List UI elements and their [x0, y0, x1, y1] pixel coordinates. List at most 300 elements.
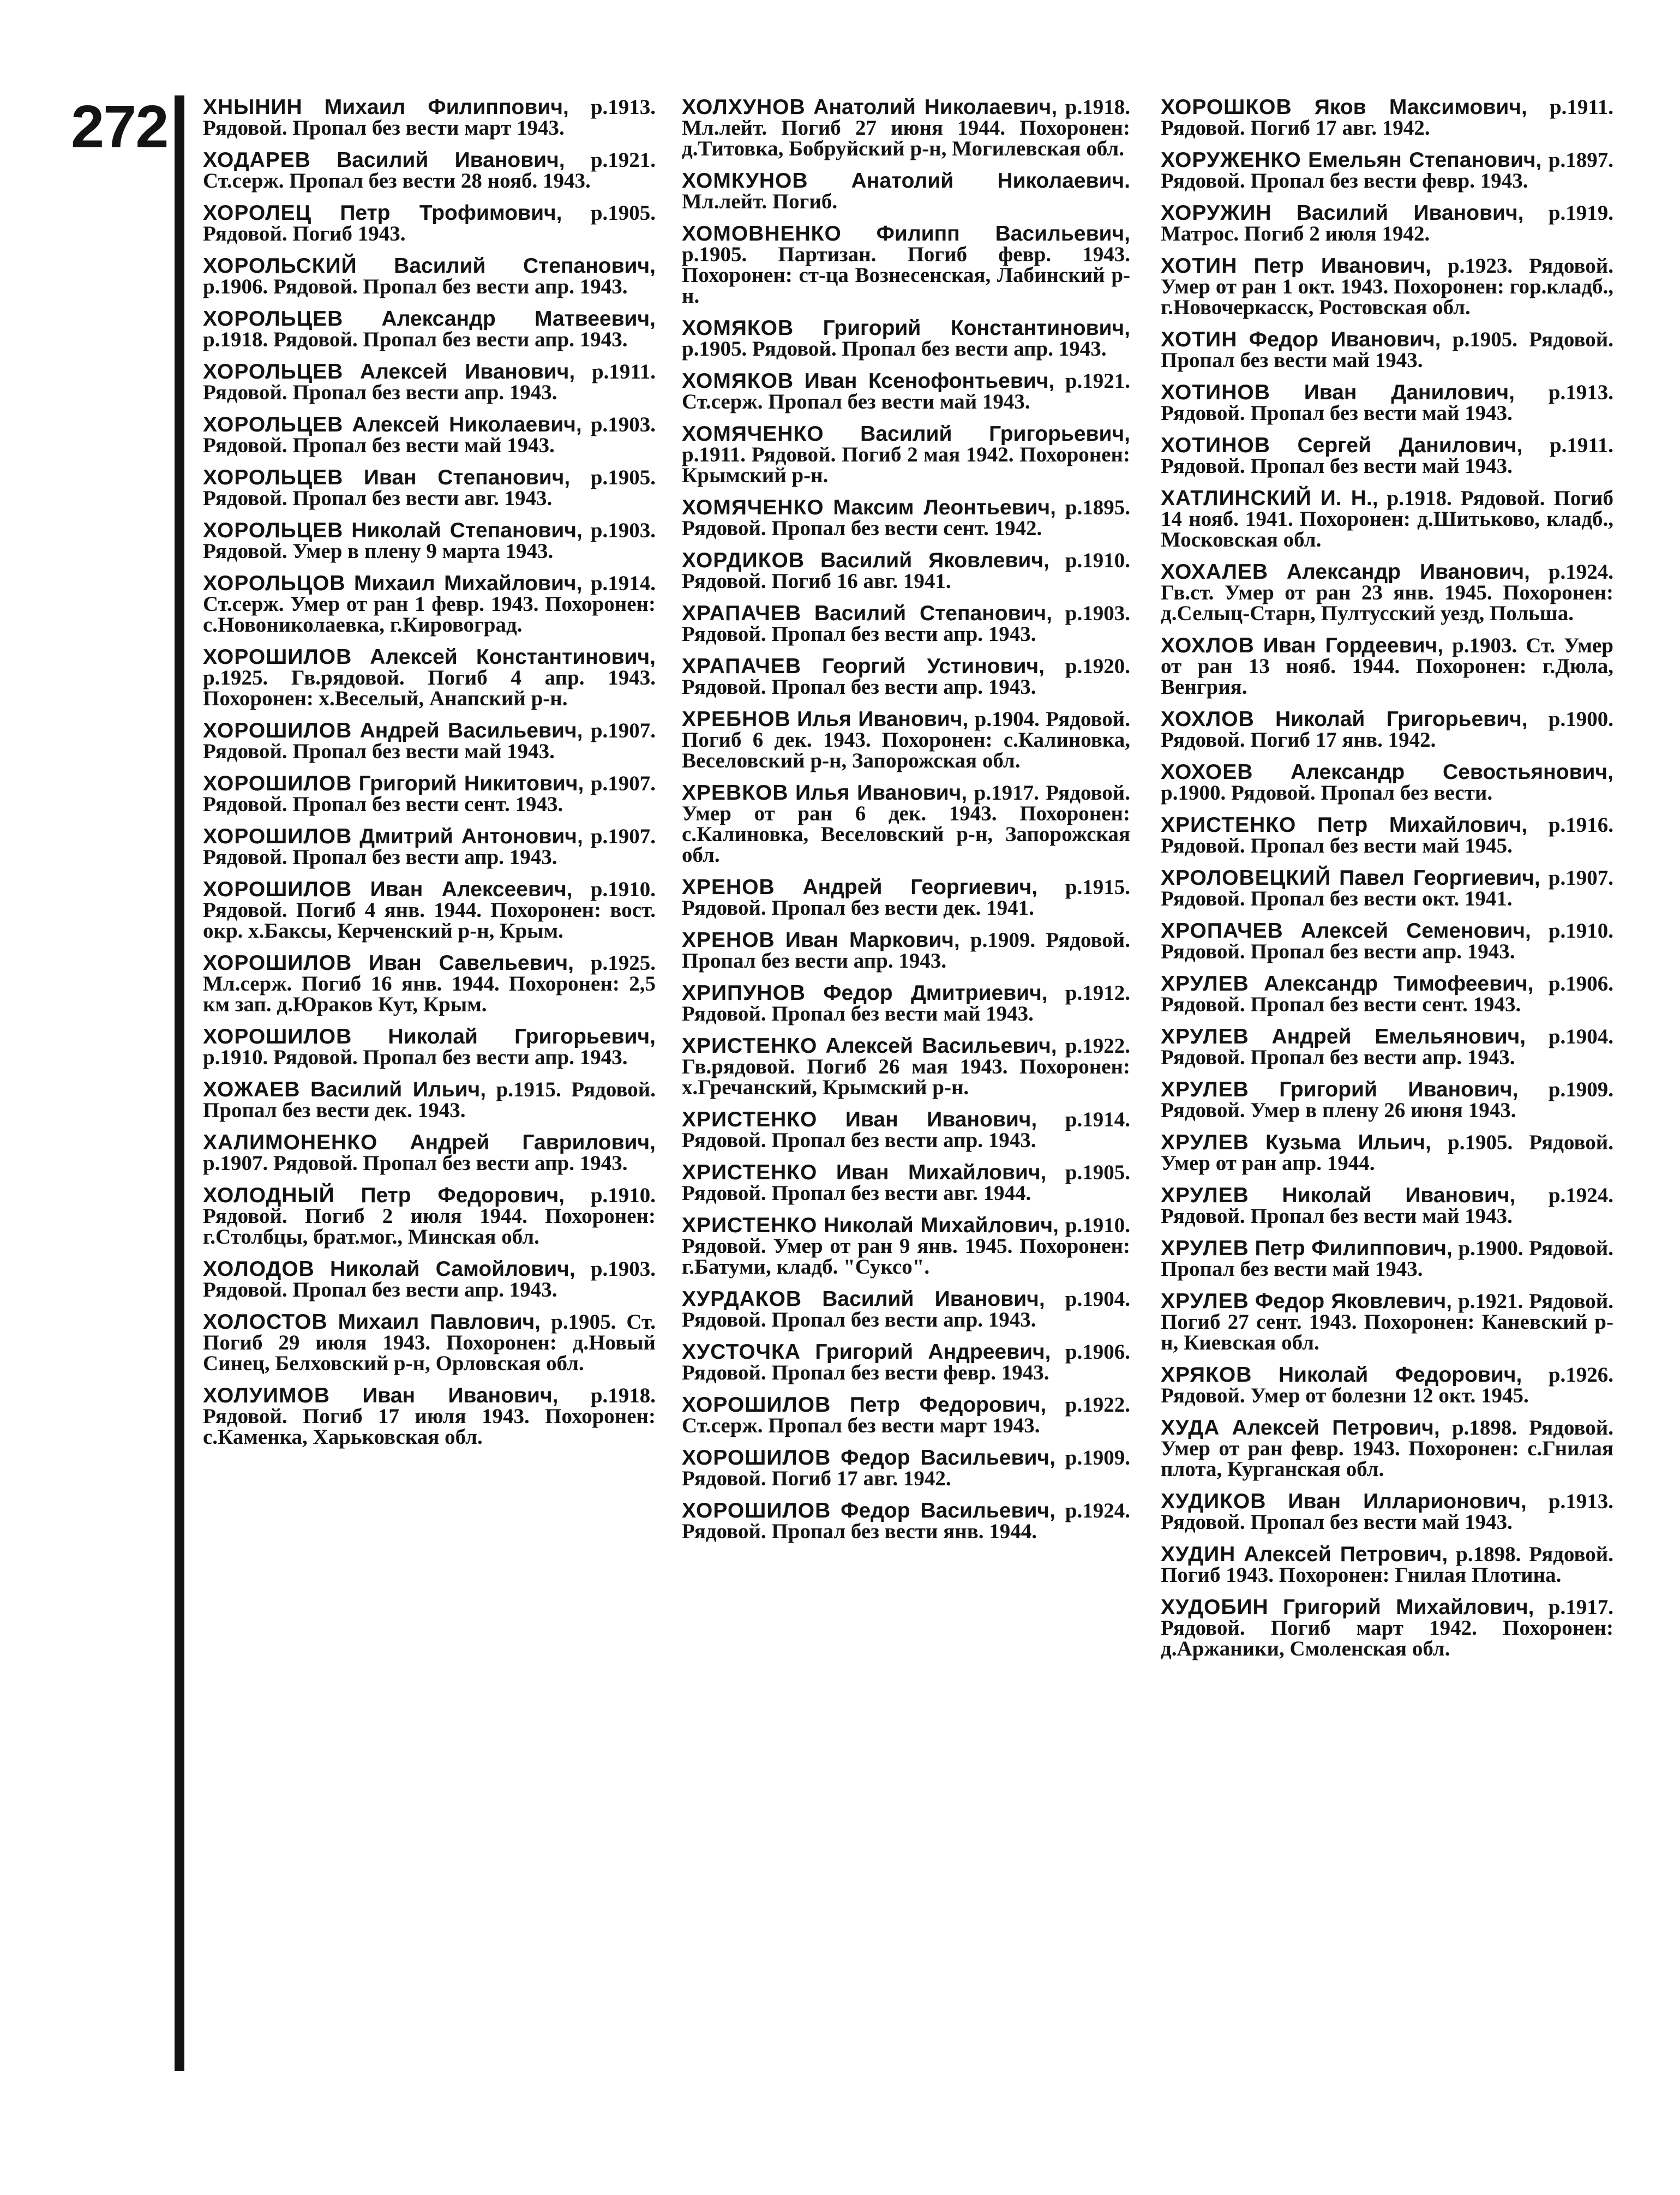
memorial-entry: [1161, 203, 1613, 244]
entry-details: р.1913. Рядовой. Пропал без вести март 1943.: [203, 95, 656, 140]
entry-given-names: Филипп Васильевич,: [876, 222, 1130, 245]
entry-surname: ХРЕВКОВ: [682, 781, 789, 805]
entry-surname: ХОЖАЕВ: [203, 1078, 301, 1101]
entry-surname: ХУРДАКОВ: [682, 1287, 802, 1311]
entry-surname: ХОРОШИЛОВ: [682, 1499, 831, 1522]
entry-details: р.1925. Мл.серж. Погиб 16 янв. 1944. Похоронен: 2,5 км зап. д.Юраков Кут, Крым.: [203, 951, 656, 1016]
entry-surname: ХОРУЖИН: [1161, 201, 1272, 225]
memorial-entry: [682, 603, 1130, 645]
entry-surname: ХОРОШИЛОВ: [203, 719, 352, 742]
entry-details: р.1910. Рядовой. Погиб 4 янв. 1944. Похоронен: вост. окр. х.Баксы, Керченский р-н, Крым.: [203, 878, 656, 943]
entry-given-names: Дмитрий Антонович,: [359, 825, 583, 848]
entry-surname: ХОМЯЧЕНКО: [682, 496, 824, 519]
entry-surname: ХОРОЛЬЦОВ: [203, 572, 346, 595]
entry-details: р.1905. Рядовой. Пропал без вести авг. 1944.: [682, 1161, 1131, 1205]
entry-surname: ХОРОЛЬЦЕВ: [203, 519, 344, 542]
entry-details: р.1912. Рядовой. Пропал без вести май 1943.: [682, 981, 1131, 1025]
memorial-entry: [203, 721, 656, 762]
entry-surname: ХОРОШИЛОВ: [682, 1393, 831, 1417]
entry-details: р.1903. Рядовой. Пропал без вести апр. 1943.: [682, 602, 1130, 646]
entry-details: р.1905. Рядовой. Пропал без вести май 1943.: [1161, 328, 1613, 372]
entry-details: р.1916. Рядовой. Пропал без вести май 1945.: [1161, 813, 1614, 857]
entry-given-names: Иван Иванович,: [845, 1108, 1037, 1131]
entry-surname: ХУДИКОВ: [1161, 1490, 1267, 1513]
entry-details: р.1905. Партизан. Погиб февр. 1943. Похоронен: ст-ца Вознесенская, Лабинский р-н.: [682, 243, 1130, 308]
entry-details: р.1906. Рядовой. Пропал без вести сент. 1943.: [1161, 972, 1614, 1016]
entry-given-names: Григорий Михайлович,: [1282, 1596, 1534, 1619]
entry-given-names: Петр Трофимович,: [340, 201, 562, 225]
memorial-entry: [1161, 635, 1613, 698]
entry-surname: ХОДАРЕВ: [203, 148, 311, 172]
entry-given-names: Иван Маркович,: [785, 928, 960, 952]
memorial-entry: [203, 362, 656, 403]
entry-given-names: Василий Яковлевич,: [820, 549, 1049, 572]
entry-given-names: Александр Севостьянович,: [1291, 760, 1613, 784]
entry-surname: ХНЫНИН: [203, 95, 303, 119]
entry-given-names: Иван Ксенофонтьевич,: [804, 369, 1055, 393]
memorial-entry: [203, 520, 656, 562]
memorial-entry: [682, 1342, 1130, 1383]
entry-given-names: Григорий Андреевич,: [815, 1340, 1051, 1364]
entry-given-names: Алексей Петрович,: [1244, 1543, 1448, 1566]
entry-surname: ХОРДИКОВ: [682, 549, 805, 572]
entry-given-names: Петр Филиппович,: [1255, 1237, 1453, 1260]
entry-given-names: Николай Григорьевич,: [388, 1025, 656, 1048]
entry-surname: ХРИСТЕНКО: [682, 1034, 818, 1058]
entry-given-names: Николай Федорович,: [1278, 1363, 1522, 1387]
entry-surname: ХОРОЛЬЦЕВ: [203, 466, 344, 489]
entry-details: р.1921. Рядовой. Погиб 27 сент. 1943. Похоронен: Каневский р-н, Киевская обл.: [1161, 1290, 1613, 1354]
entry-surname: ХОРОШИЛОВ: [203, 1025, 352, 1048]
memorial-entry: [1161, 1079, 1613, 1121]
entry-details: р.1903. Рядовой. Пропал без вести май 1943.: [203, 413, 656, 457]
entry-details: р.1914. Рядовой. Пропал без вести апр. 1943.: [682, 1108, 1130, 1152]
entry-given-names: Иван Михайлович,: [836, 1161, 1047, 1184]
entry-given-names: Федор Васильевич,: [841, 1446, 1055, 1470]
entry-given-names: Александр Тимофеевич,: [1264, 972, 1534, 995]
entry-given-names: Федор Дмитриевич,: [823, 981, 1048, 1005]
memorial-entry: [1161, 329, 1613, 371]
entry-given-names: Алексей Иванович,: [359, 360, 575, 383]
entry-given-names: Андрей Васильевич,: [359, 719, 583, 742]
entry-details: р.1907. Рядовой. Пропал без вести апр. 1943.: [203, 825, 656, 869]
memorial-entry: [682, 371, 1130, 412]
entry-surname: ХУДОБИН: [1161, 1596, 1269, 1619]
memorial-entry: [1161, 1365, 1613, 1406]
entry-surname: ХОМЯКОВ: [682, 369, 794, 393]
memorial-entry: [203, 1185, 656, 1248]
entry-details: р.1904. Рядовой. Пропал без вести апр. 1943.: [1161, 1025, 1614, 1069]
memorial-entry: [203, 1259, 656, 1300]
entry-details: р.1905. Рядовой. Пропал без вести апр. 1943.: [682, 337, 1107, 361]
entry-surname: ХОМКУНОВ: [682, 169, 808, 193]
entry-details: р.1924. Рядовой. Пропал без вести янв. 1944.: [682, 1499, 1130, 1543]
page-margin-rule: [175, 95, 184, 2071]
memorial-entry: [1161, 921, 1613, 962]
entry-details: р.1925. Гв.рядовой. Погиб 4 апр. 1943. Похоронен: х.Веселый, Анапский р-н.: [203, 666, 656, 710]
memorial-entry: [203, 647, 656, 709]
memorial-entry: [1161, 868, 1613, 909]
entry-surname: ХРУЛЕВ: [1161, 972, 1249, 995]
entry-surname: ХОМЯЧЕНКО: [682, 422, 824, 446]
entry-surname: ХОЛОДОВ: [203, 1257, 315, 1281]
entry-surname: ХОРОШИЛОВ: [203, 772, 352, 795]
memorial-entry: [682, 1395, 1130, 1436]
entry-surname: ХОРОШКОВ: [1161, 95, 1292, 119]
entry-details: р.1909. Рядовой. Пропал без вести апр. 1943.: [682, 928, 1131, 973]
memorial-entry: [682, 424, 1130, 486]
entry-details: р.1909. Рядовой. Умер в плену 26 июня 1943.: [1161, 1078, 1613, 1122]
entry-details: р.1911. Рядовой. Пропал без вести апр. 1943.: [203, 360, 656, 404]
memorial-entry: [203, 467, 656, 509]
entry-given-names: Кузьма Ильич,: [1265, 1131, 1431, 1154]
entry-given-names: Василий Иванович,: [1296, 201, 1524, 225]
entry-surname: ХУСТОЧКА: [682, 1340, 801, 1364]
memorial-entry: [682, 1289, 1130, 1330]
column-3: [1161, 97, 1613, 1671]
entry-given-names: Анатолий Николаевич,: [813, 95, 1058, 119]
column-2: [682, 97, 1130, 1554]
entry-given-names: Павел Георгиевич,: [1339, 866, 1540, 890]
entry-given-names: Михаил Павлович,: [338, 1310, 541, 1334]
entry-surname: ХАТЛИНСКИЙ: [1161, 487, 1312, 510]
entry-surname: ХОЛУИМОВ: [203, 1384, 331, 1407]
entry-given-names: Петр Федорович,: [849, 1393, 1047, 1417]
memorial-entry: [682, 783, 1130, 866]
entry-given-names: Алексей Петрович,: [1232, 1416, 1440, 1440]
entry-details: р.1900. Рядовой. Пропал без вести май 1943.: [1161, 1237, 1613, 1281]
memorial-entry: [682, 1162, 1130, 1204]
entry-given-names: Александр Матвеевич,: [381, 307, 656, 331]
entry-surname: ХОРОЛЬСКИЙ: [203, 254, 357, 278]
memorial-entry: [203, 1386, 656, 1448]
entry-details: р.1910. Рядовой. Пропал без вести апр. 1943.: [203, 1046, 628, 1069]
entry-surname: ХОХОЕВ: [1161, 760, 1253, 784]
entry-surname: ХОТИН: [1161, 328, 1238, 351]
memorial-entry: [682, 709, 1130, 771]
entry-given-names: Илья Иванович,: [795, 781, 968, 805]
entry-given-names: Николай Степанович,: [351, 519, 583, 542]
entry-details: р.1918. Рядовой. Пропал без вести апр. 1943.: [203, 328, 628, 351]
column-1: [203, 97, 656, 1459]
entry-surname: ХОТИНОВ: [1161, 381, 1270, 404]
entry-details: р.1914. Ст.серж. Умер от ран 1 февр. 1943. Похоронен: с.Новониколаевка, г.Кировоград.: [203, 572, 656, 637]
entry-given-names: Иван Гордеевич,: [1263, 634, 1444, 657]
memorial-entry: [203, 573, 656, 635]
memorial-entry: [682, 171, 1130, 212]
entry-given-names: Петр Федорович,: [361, 1184, 565, 1207]
entry-details: р.1906. Рядовой. Пропал без вести апр. 1943.: [203, 275, 628, 298]
entry-given-names: Емельян Степанович,: [1308, 148, 1542, 172]
entry-surname: ХОРОЛЬЦЕВ: [203, 307, 344, 331]
entry-details: р.1922. Ст.серж. Пропал без вести март 1943.: [682, 1393, 1130, 1437]
entry-given-names: И. Н.,: [1320, 487, 1378, 510]
entry-details: р.1907. Рядовой. Пропал без вести сент. 1943.: [203, 772, 656, 816]
entry-surname: ХОХЛОВ: [1161, 634, 1255, 657]
entry-given-names: Иван Савельевич,: [369, 951, 574, 975]
memorial-entry: [203, 309, 656, 350]
entry-given-names: Василий Ильич,: [310, 1078, 487, 1101]
entry-surname: ХРИСТЕНКО: [682, 1161, 818, 1184]
entry-details: р.1924. Рядовой. Пропал без вести май 1943.: [1161, 1184, 1614, 1228]
entry-details: р.1905. Рядовой. Пропал без вести авг. 1943.: [203, 466, 656, 510]
memorial-entry: [203, 773, 656, 815]
entry-details: р.1911. Рядовой. Погиб 17 авг. 1942.: [1161, 95, 1614, 140]
entry-surname: ХОРОШИЛОВ: [682, 1446, 831, 1470]
entry-surname: ХУДА: [1161, 1416, 1220, 1440]
entry-surname: ХРУЛЕВ: [1161, 1078, 1249, 1101]
entry-surname: ХРУЛЕВ: [1161, 1290, 1249, 1313]
entry-given-names: Григорий Константинович,: [823, 316, 1131, 340]
entry-given-names: Василий Иванович,: [337, 148, 565, 172]
memorial-entry: [1161, 256, 1613, 318]
entry-details: р.1921. Ст.серж. Пропал без вести май 1943.: [682, 369, 1131, 413]
memorial-entry: [1161, 815, 1613, 856]
entry-surname: ХОРОЛЬЦЕВ: [203, 360, 344, 383]
entry-surname: ХОТИН: [1161, 254, 1238, 278]
entry-surname: ХОТИНОВ: [1161, 434, 1270, 457]
memorial-entry: [1161, 1597, 1613, 1659]
entry-given-names: Иван Алексеевич,: [370, 878, 573, 901]
memorial-entry: [203, 1132, 656, 1174]
memorial-entry: [682, 318, 1130, 359]
memorial-entry: [1161, 762, 1613, 803]
entry-given-names: Алексей Семенович,: [1300, 919, 1531, 943]
entry-details: р.1922. Гв.рядовой. Погиб 26 мая 1943. Похоронен: х.Гречанский, Крымский р-н.: [682, 1034, 1131, 1099]
memorial-entry: [682, 97, 1130, 159]
entry-details: р.1918. Мл.лейт. Погиб 27 июня 1944. Похоронен: д.Титовка, Бобруйский р-н, Могилевская обл.: [682, 95, 1130, 160]
memorial-entry: [682, 1215, 1130, 1278]
memorial-entry: [203, 953, 656, 1015]
entry-given-names: Алексей Николаевич,: [352, 413, 582, 436]
entry-surname: ХРУЛЕВ: [1161, 1131, 1249, 1154]
memorial-entry: [1161, 1185, 1613, 1227]
entry-surname: ХОРОЛЬЦЕВ: [203, 413, 344, 436]
entry-surname: ХАЛИМОНЕНКО: [203, 1131, 378, 1154]
entry-surname: ХОРОЛЕЦ: [203, 201, 312, 225]
entry-given-names: Илья Иванович,: [797, 707, 969, 731]
entry-details: р.1919. Матрос. Погиб 2 июля 1942.: [1161, 201, 1614, 245]
memorial-entry: [1161, 562, 1613, 624]
memorial-entry: [1161, 1544, 1613, 1586]
entry-surname: ХРОПАЧЕВ: [1161, 919, 1283, 943]
entry-given-names: Василий Григорьевич,: [860, 422, 1130, 446]
memorial-entry: [203, 415, 656, 456]
entry-given-names: Николай Самойлович,: [330, 1257, 575, 1281]
memorial-entry: [203, 150, 656, 191]
entry-given-names: Николай Григорьевич,: [1275, 707, 1528, 731]
entry-surname: ХРУЛЕВ: [1161, 1184, 1249, 1207]
entry-given-names: Василий Степанович,: [394, 254, 656, 278]
memorial-entry: [1161, 1132, 1613, 1174]
entry-surname: ХОХЛОВ: [1161, 707, 1255, 731]
entry-surname: ХРУЛЕВ: [1161, 1237, 1249, 1260]
entry-details: р.1917. Рядовой. Умер от ран 6 дек. 1943. Похоронен: с.Калиновка, Веселовский р-н, Запорожская обл.: [682, 781, 1130, 867]
memorial-entry: [1161, 150, 1613, 191]
entry-details: р.1923. Рядовой. Умер от ран 1 окт. 1943. Похоронен: гор.кладб., г.Новочеркасск, Ростовская обл.: [1161, 254, 1613, 319]
entry-surname: ХОЛХУНОВ: [682, 95, 806, 119]
memorial-entry: [203, 1027, 656, 1068]
entry-given-names: Иван Степанович,: [363, 466, 571, 489]
entry-surname: ХОЛОДНЫЙ: [203, 1184, 335, 1207]
entry-given-names: Михаил Филиппович,: [324, 95, 569, 119]
memorial-entry: [682, 1110, 1130, 1151]
entry-given-names: Анатолий Николаевич.: [851, 169, 1130, 193]
entry-details: р.1903. Рядовой. Пропал без вести апр. 1943.: [203, 1257, 656, 1302]
memorial-entry: [1161, 974, 1613, 1015]
memorial-entry: [682, 550, 1130, 592]
entry-details: р.1924. Гв.ст. Умер от ран 23 янв. 1945. Похоронен: д.Селыц-Старн, Пултусский уезд, Польша.: [1161, 560, 1614, 625]
entry-surname: ХРИСТЕНКО: [682, 1108, 818, 1131]
entry-given-names: Василий Иванович,: [822, 1287, 1045, 1311]
memorial-entry: [1161, 709, 1613, 751]
memorial-entry: [1161, 1418, 1613, 1480]
memorial-entry: [682, 877, 1130, 919]
page-number: 272: [71, 93, 168, 160]
entry-details: р.1907. Рядовой. Пропал без вести апр. 1943.: [203, 1152, 628, 1175]
entry-surname: ХРИСТЕНКО: [682, 1214, 818, 1237]
memorial-entry: [1161, 488, 1613, 550]
entry-given-names: Яков Максимович,: [1314, 95, 1527, 119]
entry-given-names: Федор Яковлевич,: [1255, 1290, 1453, 1313]
entry-details: р.1906. Рядовой. Пропал без вести февр. 1943.: [682, 1340, 1131, 1384]
entry-given-names: Федор Васильевич,: [841, 1499, 1055, 1522]
entry-details: р.1900. Рядовой. Погиб 17 янв. 1942.: [1161, 707, 1613, 752]
entry-details: р.1910. Рядовой. Пропал без вести апр. 1943.: [1161, 919, 1614, 963]
entry-details: р.1907. Рядовой. Пропал без вести окт. 1941.: [1161, 866, 1613, 910]
entry-details: р.1909. Рядовой. Погиб 17 авг. 1942.: [682, 1446, 1130, 1490]
entry-surname: ХРАПАЧЕВ: [682, 602, 802, 625]
entry-surname: ХОМОВНЕНКО: [682, 222, 842, 245]
entry-surname: ХОРОШИЛОВ: [203, 951, 352, 975]
memorial-entry: [203, 1079, 656, 1121]
entry-given-names: Сергей Данилович,: [1297, 434, 1523, 457]
entry-details: р.1915. Рядовой. Пропал без вести дек. 1941.: [682, 875, 1131, 920]
entry-details: р.1910. Рядовой. Погиб 16 авг. 1941.: [682, 549, 1131, 593]
entry-given-names: Григорий Никитович,: [358, 772, 584, 795]
entry-given-names: Андрей Гаврилович,: [410, 1131, 656, 1154]
entry-surname: ХРОЛОВЕЦКИЙ: [1161, 866, 1331, 890]
entry-details: р.1917. Рядовой. Погиб март 1942. Похоронен: д.Аржаники, Смоленская обл.: [1161, 1596, 1613, 1660]
entry-details: р.1913. Рядовой. Пропал без вести май 1943.: [1161, 381, 1614, 425]
memorial-entry: [1161, 1491, 1613, 1533]
entry-surname: ХРИПУНОВ: [682, 981, 806, 1005]
entry-details: р.1900. Рядовой. Пропал без вести.: [1161, 781, 1493, 805]
memorial-entry: [203, 203, 656, 244]
entry-surname: ХОРОШИЛОВ: [203, 645, 352, 669]
entry-given-names: Николай Иванович,: [1282, 1184, 1516, 1207]
memorial-entry: [682, 930, 1130, 971]
entry-surname: ХРЕНОВ: [682, 928, 775, 952]
entry-details: р.1918. Рядовой. Погиб 14 нояб. 1941. Похоронен: д.Шитьково, кладб., Московская обл.: [1161, 487, 1613, 551]
entry-given-names: Андрей Емельянович,: [1271, 1025, 1526, 1048]
entry-details: р.1911. Рядовой. Пропал без вести май 1943.: [1161, 434, 1614, 478]
entry-given-names: Иван Илларионович,: [1288, 1490, 1527, 1513]
entry-surname: ХРУЛЕВ: [1161, 1025, 1249, 1048]
memorial-entry: [203, 97, 656, 139]
entry-surname: ХОМЯКОВ: [682, 316, 794, 340]
memorial-entry: [682, 656, 1130, 698]
entry-given-names: Алексей Константинович,: [370, 645, 656, 669]
memorial-entry: [682, 497, 1130, 539]
entry-details: р.1905. Ст. Погиб 29 июля 1943. Похоронен: д.Новый Синец, Белховский р-н, Орловская обл.: [203, 1310, 656, 1375]
memorial-entry: [203, 826, 656, 868]
entry-details: р.1905. Рядовой. Погиб 1943.: [203, 201, 656, 245]
entry-details: р.1898. Рядовой. Погиб 1943. Похоронен: Гнилая Плотина.: [1161, 1543, 1613, 1587]
memorial-entry: [1161, 382, 1613, 424]
entry-surname: ХРЕБНОВ: [682, 707, 791, 731]
entry-surname: ХРЕНОВ: [682, 875, 775, 899]
entry-given-names: Иван Данилович,: [1304, 381, 1515, 404]
entry-details: р.1903. Рядовой. Умер в плену 9 марта 1943.: [203, 519, 656, 563]
entry-details: р.1904. Рядовой. Погиб 6 дек. 1943. Похоронен: с.Калиновка, Веселовский р-н, Запорожская обл.: [682, 707, 1130, 772]
memorial-entry: [1161, 435, 1613, 477]
entry-details: р.1920. Рядовой. Пропал без вести апр. 1943.: [682, 655, 1131, 699]
entry-details: р.1915. Рядовой. Пропал без вести дек. 1943.: [203, 1078, 656, 1122]
entry-given-names: Петр Михайлович,: [1317, 813, 1528, 837]
memorial-entry: [1161, 1238, 1613, 1280]
entry-surname: ХОРОШИЛОВ: [203, 878, 352, 901]
entry-surname: ХОЛОСТОВ: [203, 1310, 328, 1334]
entry-given-names: Алексей Васильевич,: [825, 1034, 1057, 1058]
entry-given-names: Николай Михайлович,: [824, 1214, 1059, 1237]
entry-details: р.1907. Рядовой. Пропал без вести май 1943.: [203, 719, 656, 763]
entry-details: р.1904. Рядовой. Пропал без вести апр. 1943.: [682, 1287, 1130, 1332]
entry-given-names: Григорий Иванович,: [1279, 1078, 1519, 1101]
entry-surname: ХРАПАЧЕВ: [682, 655, 802, 678]
entry-surname: ХРИСТЕНКО: [1161, 813, 1297, 837]
entry-given-names: Максим Леонтьевич,: [833, 496, 1057, 519]
memorial-entry: [682, 983, 1130, 1024]
entry-details: р.1898. Рядовой. Умер от ран февр. 1943. Похоронен: с.Гнилая плота, Курганская обл.: [1161, 1416, 1613, 1481]
entry-details: р.1911. Рядовой. Погиб 2 мая 1942. Похоронен: Крымский р-н.: [682, 443, 1130, 487]
entry-given-names: Андрей Георгиевич,: [802, 875, 1038, 899]
entry-details: р.1905. Рядовой. Умер от ран апр. 1944.: [1161, 1131, 1614, 1175]
entry-details: р.1895. Рядовой. Пропал без вести сент. 1942.: [682, 496, 1131, 540]
entry-given-names: Петр Иванович,: [1253, 254, 1431, 278]
entry-surname: ХОХАЛЕВ: [1161, 560, 1269, 584]
entry-given-names: Иван Иванович,: [362, 1384, 559, 1407]
memorial-entry: [1161, 97, 1613, 139]
memorial-entry: [1161, 1291, 1613, 1353]
memorial-entry: [682, 1501, 1130, 1542]
memorial-entry: [682, 1036, 1130, 1098]
entry-details: Мл.лейт. Погиб.: [682, 190, 838, 213]
entry-details: р.1897. Рядовой. Пропал без вести февр. 1943.: [1161, 148, 1613, 193]
memorial-entry: [203, 879, 656, 941]
memorial-entry: [682, 224, 1130, 307]
entry-surname: ХУДИН: [1161, 1543, 1236, 1566]
memorial-entry: [203, 1312, 656, 1374]
memorial-entry: [682, 1448, 1130, 1489]
entry-details: р.1910. Рядовой. Умер от ран 9 янв. 1945. Похоронен: г.Батуми, кладб. "Суксо".: [682, 1214, 1131, 1279]
entry-details: р.1903. Ст. Умер от ран 13 нояб. 1944. Похоронен: г.Дюла, Венгрия.: [1161, 634, 1613, 699]
entry-details: р.1910. Рядовой. Погиб 2 июля 1944. Похоронен: г.Столбцы, брат.мог., Минская обл.: [203, 1184, 656, 1249]
entry-given-names: Михаил Михайлович,: [354, 572, 583, 595]
entry-given-names: Федор Иванович,: [1249, 328, 1441, 351]
entry-details: р.1913. Рядовой. Пропал без вести май 1943.: [1161, 1490, 1614, 1534]
entry-details: р.1926. Рядовой. Умер от болезни 12 окт. 1945.: [1161, 1363, 1614, 1407]
entry-details: р.1921. Ст.серж. Пропал без вести 28 нояб. 1943.: [203, 148, 656, 193]
entry-given-names: Георгий Устинович,: [821, 655, 1045, 678]
entry-details: р.1918. Рядовой. Погиб 17 июля 1943. Похоронен: с.Каменка, Харьковская обл.: [203, 1384, 656, 1449]
entry-given-names: Василий Степанович,: [814, 602, 1052, 625]
entry-surname: ХРЯКОВ: [1161, 1363, 1252, 1387]
memorial-entry: [1161, 1027, 1613, 1068]
entry-surname: ХОРОШИЛОВ: [203, 825, 352, 848]
entry-given-names: Александр Иванович,: [1286, 560, 1530, 584]
entry-surname: ХОРУЖЕНКО: [1161, 148, 1301, 172]
